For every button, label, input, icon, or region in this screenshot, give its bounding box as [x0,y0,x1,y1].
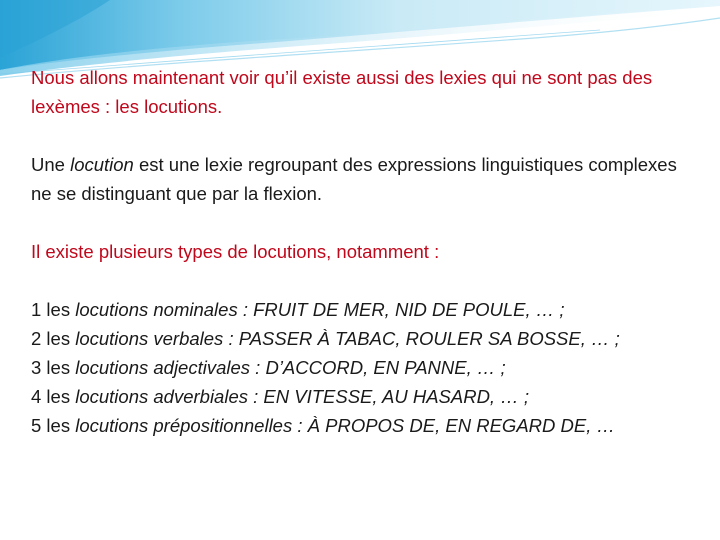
list-item-name: locutions verbales [75,328,224,349]
list-item-examples: : FRUIT DE MER, NID DE POULE, … ; [237,299,565,320]
list-item [31,295,701,324]
list-item-name: locutions nominales [75,299,238,320]
list-item-name: locutions prépositionnelles [75,415,293,436]
definition-term: locution [70,154,134,175]
list-item [31,353,701,382]
list-item [31,382,701,411]
list-item [31,411,701,440]
list-item-prefix: 3 les [31,357,76,378]
list-item-name: locutions adjectivales [75,357,251,378]
definition-after: est une lexie regroupant des expressions linguistiques complexes ne se distinguant que par la flexion. [31,154,677,204]
types-heading: Il existe plusieurs types de locutions, notamment : [31,241,440,262]
list-item-examples: : EN VITESSE, AU HASARD, … ; [248,386,529,407]
list-item [31,324,701,353]
list-item-prefix: 2 les [31,328,76,349]
intro-paragraph: Nous allons maintenant voir qu’il existe aussi des lexies qui ne sont pas des lexèmes : les locutions. [31,67,653,117]
list-item-name: locutions adverbiales [75,386,248,407]
list-item-prefix: 4 les [31,386,76,407]
spacer [31,266,701,295]
spacer [31,121,701,150]
list-item-examples: : À PROPOS DE, EN REGARD DE, … [292,415,616,436]
types-list [31,295,701,440]
spacer [31,208,701,237]
definition-before: Une [31,154,71,175]
list-item-prefix: 5 les [31,415,76,436]
list-item-examples: : PASSER À TABAC, ROULER SA BOSSE, … ; [223,328,620,349]
definition-paragraph [31,150,701,208]
slide-body [31,63,701,440]
list-item-prefix: 1 les [31,299,76,320]
list-item-examples: : D’ACCORD, EN PANNE, … ; [250,357,506,378]
